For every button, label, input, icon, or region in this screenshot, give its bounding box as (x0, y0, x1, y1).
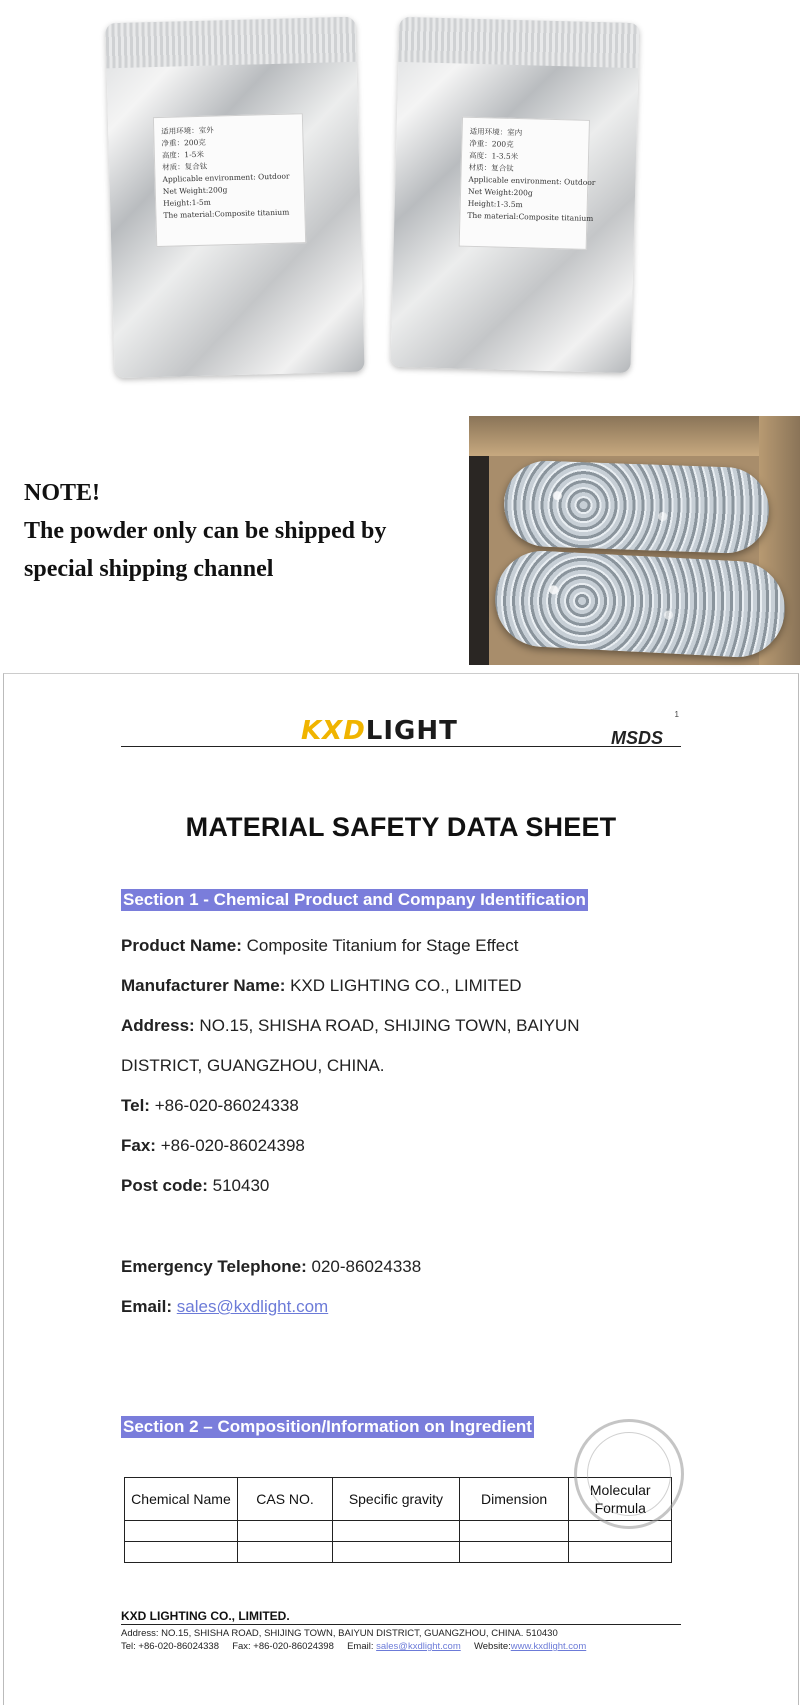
note-text: special shipping channel (24, 556, 274, 582)
label-line: 高度：1-5米 (161, 149, 205, 160)
bag-seal (105, 17, 356, 69)
indoor-powder-bag (390, 17, 639, 373)
label-line: Applicable environment: Outdoor (468, 174, 596, 188)
manufacturer-field: Manufacturer Name: KXD LIGHTING CO., LIMITED (121, 976, 522, 995)
label-line: The material:Composite titanium (163, 207, 290, 220)
tel-field: Tel: +86-020-86024338 (121, 1096, 299, 1115)
email-link[interactable]: sales@kxdlight.com (176, 1297, 329, 1316)
label-line: 材质：复合钛 (468, 162, 514, 173)
msds-label: MSDS (610, 728, 663, 748)
kxd-light-logo: KXDLIGHT (301, 716, 458, 746)
footer-email-link[interactable]: sales@kxdlight.com (376, 1641, 461, 1652)
table-header-cell: Specific gravity (333, 1478, 460, 1521)
table-header-cell: Chemical Name (125, 1478, 238, 1521)
emergency-telephone-field: Emergency Telephone: 020-86024338 (121, 1257, 422, 1276)
label-line: The material:Composite titanium (467, 210, 594, 224)
fax-field: Fax: +86-020-86024398 (121, 1136, 305, 1155)
footer-address: Address: NO.15, SHISHA ROAD, SHIJING TOWN, BAIYUN DISTRICT, GUANGZHOU, CHINA. 510430 (121, 1628, 558, 1639)
note-text: The powder only can be shipped by (24, 518, 387, 544)
label-line: 高度：1-3.5米 (468, 150, 519, 162)
table-row (125, 1521, 672, 1542)
document-header (121, 710, 681, 748)
label-line: 适用环境：室外 (161, 125, 214, 136)
footer-divider (121, 1624, 681, 1625)
label-line: 净重：200克 (161, 137, 206, 148)
footer-contacts: Tel: +86-020-86024338 Fax: +86-020-86024398 Email: sales@kxdlight.com Website:www.kxdlight.com (121, 1641, 587, 1652)
bag-label (153, 113, 306, 247)
label-line: 适用环境：室内 (469, 126, 523, 138)
page-number: 1 (674, 710, 679, 719)
section-1-heading: Section 1 - Chemical Product and Company Identification (123, 890, 586, 909)
table-header-cell: Molecular Formula (569, 1478, 672, 1521)
label-line: Height:1-3.5m (467, 198, 523, 210)
company-seal-stamp (574, 1419, 684, 1529)
footer-website-link[interactable]: www.kxdlight.com (510, 1641, 587, 1652)
postcode-field: Post code: 510430 (121, 1176, 270, 1195)
label-line: Height:1-5m (163, 197, 211, 208)
bag-seal (398, 17, 639, 68)
label-line: Applicable environment: Outdoor (162, 171, 290, 184)
bubble-wrap-package (503, 459, 771, 554)
box-flap (469, 416, 800, 456)
section-2-heading: Section 2 – Composition/Information on Ingredient (123, 1417, 532, 1436)
bag-label (459, 117, 596, 250)
table-header-cell: CAS NO. (237, 1478, 332, 1521)
address-line-2: DISTRICT, GUANGZHOU, CHINA. (121, 1056, 385, 1075)
document-title: MATERIAL SAFETY DATA SHEET (185, 812, 617, 842)
product-bags-photo (0, 0, 800, 410)
note-heading: NOTE! (24, 480, 101, 506)
table-header-cell: Dimension (459, 1478, 569, 1521)
label-line: Net Weight:200g (162, 185, 228, 196)
table-row (125, 1542, 672, 1563)
bubble-wrap-package (493, 548, 788, 659)
label-line: Net Weight:200g (467, 186, 533, 198)
shipping-note (24, 474, 386, 588)
shipping-box-photo (469, 416, 800, 665)
address-field: Address: NO.15, SHISHA ROAD, SHIJING TOWN, BAIYUN (121, 1016, 580, 1035)
footer-company-name: KXD LIGHTING CO., LIMITED. (121, 1609, 290, 1623)
product-name-field: Product Name: Composite Titanium for Stage Effect (121, 936, 519, 955)
msds-document (3, 673, 799, 1705)
email-field: Email: sales@kxdlight.com (121, 1297, 329, 1316)
label-line: 材质：复合钛 (162, 161, 208, 172)
label-line: 净重：200克 (469, 138, 514, 149)
outdoor-powder-bag (105, 17, 364, 378)
